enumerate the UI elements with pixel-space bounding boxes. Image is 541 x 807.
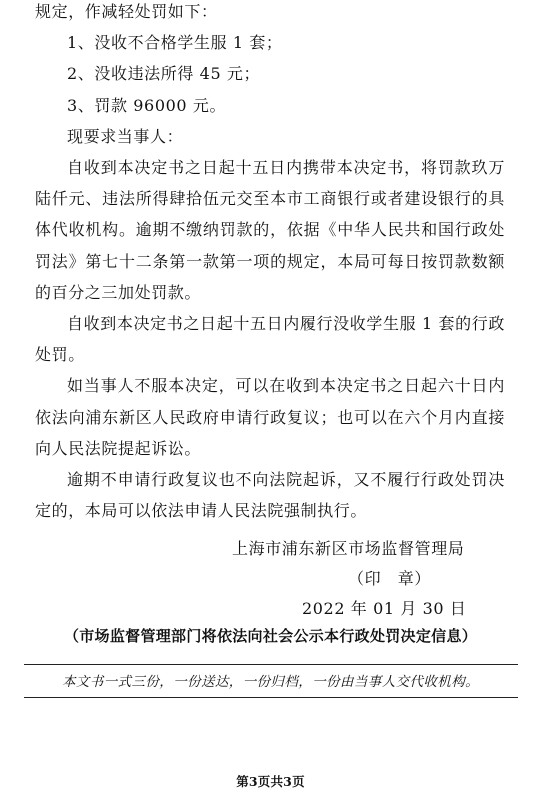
issue-date: 2022 年 01 月 30 日	[302, 599, 467, 618]
divider-top	[24, 664, 518, 665]
paragraph-payment-requirement: 自收到本决定书之日起十五日内携带本决定书，将罚款玖万陆仟元、违法所得肆拾伍元交至本市工商银行或者建设银行的具体代收机构。逾期不缴纳罚款的，依据《中华人民共和国行政处罚法》第七十二条第一款第一项的规定，本局可每日按罚款数额的百分之三加处罚款。	[35, 158, 505, 302]
seal-placeholder: （印 章）	[348, 569, 432, 588]
penalty-item-1: 1、没收不合格学生服 1 套；	[67, 33, 283, 53]
page-number: 第3页共3页	[236, 774, 305, 789]
paragraph-appeal-rights: 如当事人不服本决定，可以在收到本决定书之日起六十日内依法向浦东新区人民政府申请行政复议；也可以在六个月内直接向人民法院提起诉讼。	[35, 376, 505, 458]
publicity-notice: （市场监督管理部门将依法向社会公示本行政处罚决定信息）	[63, 627, 478, 645]
divider-bottom	[24, 697, 518, 698]
issuing-organization: 上海市浦东新区市场监督管理局	[232, 539, 465, 558]
paragraph-confiscation-requirement: 自收到本决定书之日起十五日内履行没收学生服 1 套的行政处罚。	[35, 314, 505, 365]
copies-note: 本文书一式三份，一份送达，一份归档，一份由当事人交代收机构。	[62, 674, 479, 690]
penalty-item-3: 3、罚款 96000 元。	[67, 95, 227, 115]
paragraph-enforcement: 逾期不申请行政复议也不向法院起诉，又不履行行政处罚决定的，本局可以依法申请人民法院强制执行。	[35, 470, 505, 521]
paragraph-requirement-heading: 现要求当事人：	[67, 126, 184, 146]
penalty-item-2: 2、没收违法所得 45 元；	[67, 64, 261, 84]
document-body	[35, 0, 505, 526]
paragraph-intro: 规定，作减轻处罚如下：	[35, 2, 218, 21]
